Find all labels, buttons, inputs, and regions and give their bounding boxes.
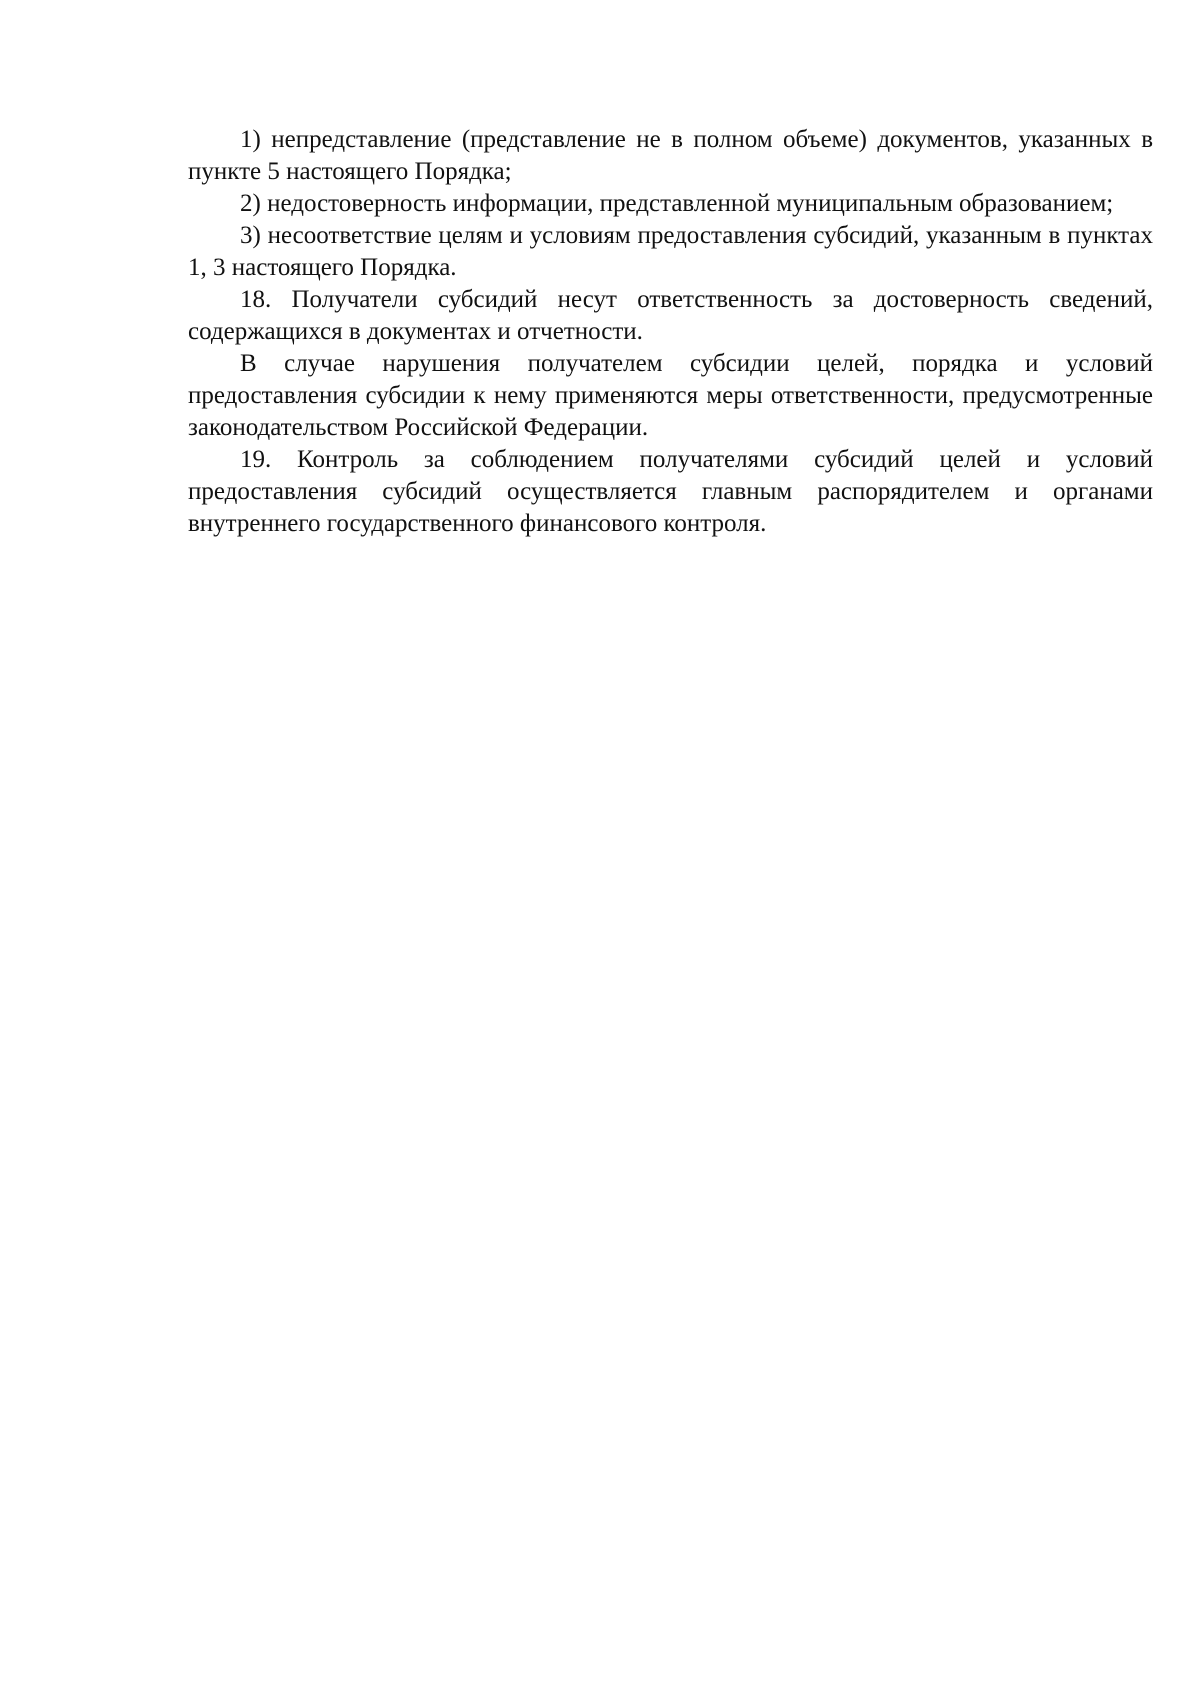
paragraph-refusal-ground-1: 1) непредставление (представление не в полном объеме) документов, указанных в пункте 5 настоящего Порядка;: [188, 126, 1153, 185]
document-body: [188, 124, 1153, 540]
paragraph-item-18: 18. Получатели субсидий несут ответственность за достоверность сведений, содержащихся в документах и отчетности.: [188, 286, 1153, 345]
paragraph-item-19: 19. Контроль за соблюдением получателями субсидий целей и условий предоставления субсидий осуществляется главным распорядителем и органами внутреннего государственного финансового контроля.: [188, 446, 1153, 537]
paragraph-refusal-ground-2: 2) недостоверность информации, представленной муниципальным образованием;: [240, 190, 1114, 217]
paragraph-violation-liability: В случае нарушения получателем субсидии целей, порядка и условий предоставления субсидии к нему применяются меры ответственности, предусмотренные законодательством Российской Федерации.: [188, 350, 1153, 441]
paragraph-refusal-ground-3: 3) несоответствие целям и условиям предоставления субсидий, указанным в пунктах 1, 3 настоящего Порядка.: [188, 222, 1153, 281]
